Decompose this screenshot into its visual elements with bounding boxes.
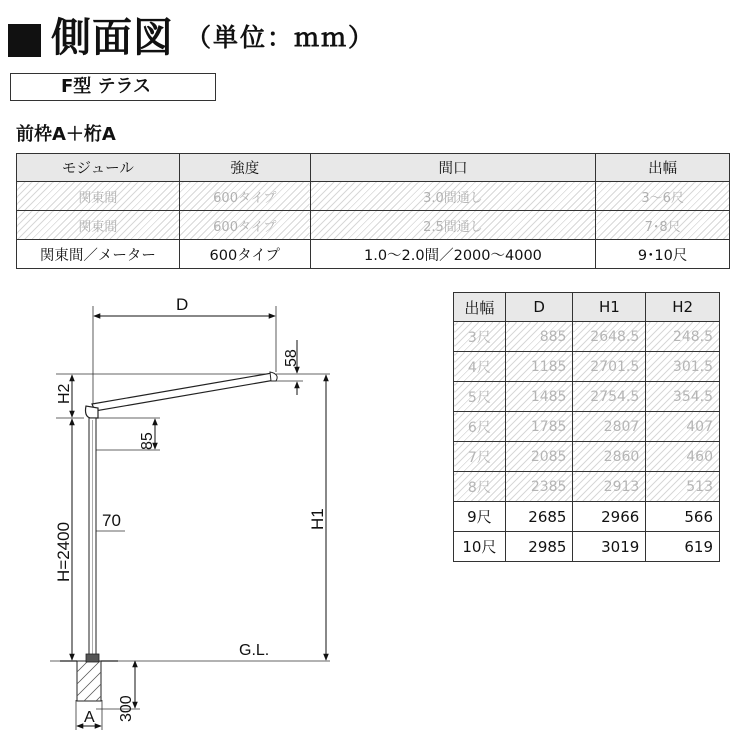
dim-cell: 5尺 bbox=[454, 382, 506, 412]
label-85: 85 bbox=[139, 432, 156, 450]
dim-cell: 10尺 bbox=[454, 532, 506, 562]
label-d: D bbox=[176, 295, 189, 314]
spec-cell: 1.0～2.0間／2000～4000 bbox=[310, 240, 596, 269]
spec-cell: 2.5間通し bbox=[310, 211, 596, 240]
dim-cell: 4尺 bbox=[454, 352, 506, 382]
dim-cell: 1185 bbox=[505, 352, 573, 382]
dim-header-d: D bbox=[505, 293, 573, 322]
rafter-beam bbox=[92, 373, 275, 411]
dim-cell: 2648.5 bbox=[573, 322, 646, 352]
label-58: 58 bbox=[283, 349, 300, 367]
dim-cell: 619 bbox=[646, 532, 720, 562]
dim-cell: 2754.5 bbox=[573, 382, 646, 412]
spec-cell: 600タイプ bbox=[179, 211, 310, 240]
label-70: 70 bbox=[102, 511, 121, 530]
dim-cell: 8尺 bbox=[454, 472, 506, 502]
spec-cell: 関東間 bbox=[17, 182, 180, 211]
label-gl: G.L. bbox=[239, 642, 270, 659]
dim-cell: 2807 bbox=[573, 412, 646, 442]
dim-cell: 2385 bbox=[505, 472, 573, 502]
dim-cell: 248.5 bbox=[646, 322, 720, 352]
rafter-end-cap bbox=[270, 372, 277, 381]
spec-cell: 3～6尺 bbox=[596, 182, 730, 211]
dim-cell: 354.5 bbox=[646, 382, 720, 412]
config-label: 前枠A＋桁A bbox=[16, 124, 116, 145]
spec-header-strength: 強度 bbox=[179, 154, 310, 182]
spec-cell: 3.0間通し bbox=[310, 182, 596, 211]
dim-cell: 460 bbox=[646, 442, 720, 472]
dim-cell: 2860 bbox=[573, 442, 646, 472]
dim-cell: 3019 bbox=[573, 532, 646, 562]
type-label-box: F型 テラス bbox=[10, 73, 216, 101]
label-300: 300 bbox=[118, 695, 135, 722]
spec-header-module: モジュール bbox=[17, 154, 180, 182]
dim-cell: 301.5 bbox=[646, 352, 720, 382]
foundation bbox=[77, 661, 101, 701]
dim-header-h2: H2 bbox=[646, 293, 720, 322]
dim-cell: 2701.5 bbox=[573, 352, 646, 382]
dim-cell: 2085 bbox=[505, 442, 573, 472]
spec-cell: 関東間 bbox=[17, 211, 180, 240]
dim-cell: 2966 bbox=[573, 502, 646, 532]
dim-cell: 885 bbox=[505, 322, 573, 352]
spec-cell: 9･10尺 bbox=[596, 240, 730, 269]
dim-cell: 2685 bbox=[505, 502, 573, 532]
dim-cell: 9尺 bbox=[454, 502, 506, 532]
dim-cell: 407 bbox=[646, 412, 720, 442]
spec-header-width: 間口 bbox=[310, 154, 596, 182]
dim-cell: 2985 bbox=[505, 532, 573, 562]
dim-cell: 566 bbox=[646, 502, 720, 532]
spec-cell: 7･8尺 bbox=[596, 211, 730, 240]
dim-cell: 1785 bbox=[505, 412, 573, 442]
spec-cell: 600タイプ bbox=[179, 182, 310, 211]
label-a: A bbox=[84, 709, 95, 726]
spec-header-projection: 出幅 bbox=[596, 154, 730, 182]
label-h-post: H=2400 bbox=[54, 521, 73, 582]
page-title: 側面図 bbox=[51, 15, 174, 61]
unit-label: （単位：ｍｍ） bbox=[186, 23, 376, 52]
dim-cell: 2913 bbox=[573, 472, 646, 502]
dim-cell: 3尺 bbox=[454, 322, 506, 352]
post-base bbox=[86, 654, 99, 662]
dim-cell: 1485 bbox=[505, 382, 573, 412]
dim-header-h1: H1 bbox=[573, 293, 646, 322]
label-h2: H2 bbox=[56, 383, 73, 404]
dim-cell: 6尺 bbox=[454, 412, 506, 442]
dim-cell: 513 bbox=[646, 472, 720, 502]
front-frame bbox=[86, 406, 99, 418]
label-h1: H1 bbox=[308, 508, 327, 530]
dim-header-projection: 出幅 bbox=[454, 293, 506, 322]
dim-cell: 7尺 bbox=[454, 442, 506, 472]
spec-cell: 600タイプ bbox=[179, 240, 310, 269]
spec-cell: 関東間／メーター bbox=[17, 240, 180, 269]
